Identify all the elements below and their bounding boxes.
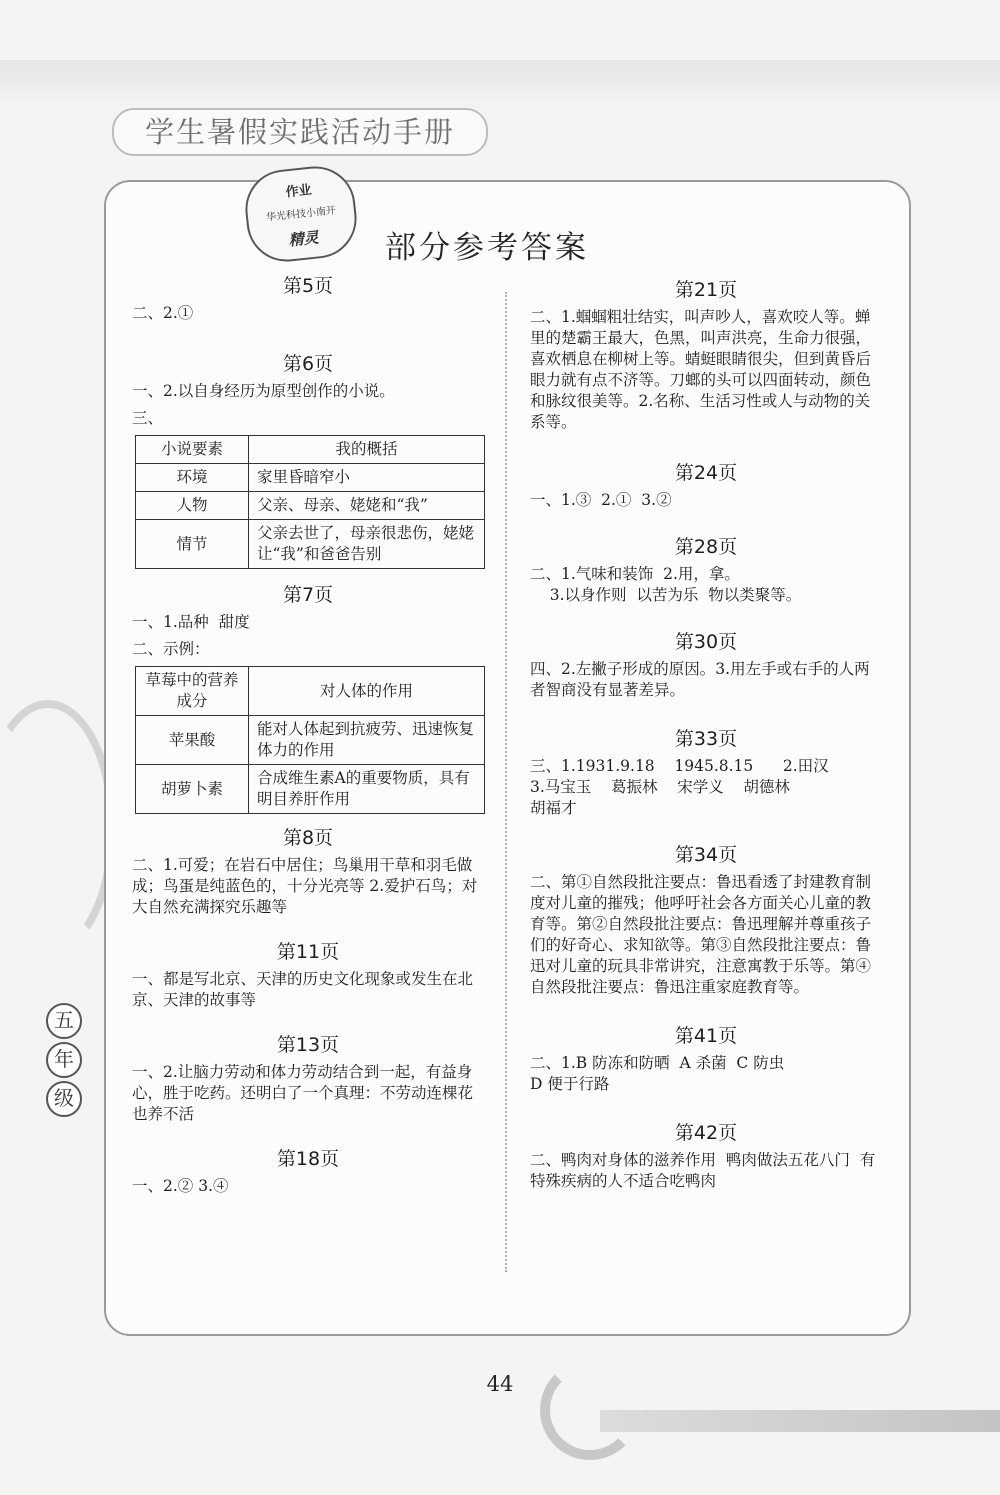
- answer-text: 二、1.B 防冻和防晒 A 杀菌 C 防虫: [530, 1054, 785, 1072]
- answer-text: 一、2.让脑力劳动和体力劳动结合到一起，有益身心，胜于吃药。还明白了一个真理：不劳动连棵花也养不活: [132, 1063, 474, 1123]
- table-header: 对人体的作用: [249, 667, 485, 716]
- answer-text: 胡福才: [530, 799, 577, 817]
- stamp-line: 华光科技小南开: [265, 205, 337, 224]
- page-number: 44: [486, 1372, 514, 1396]
- page-heading: 第5页: [282, 275, 334, 297]
- answer-text: 二、鸭肉对身体的滋养作用 鸭肉做法五花八门 有特殊疾病的人不适合吃鸭肉: [530, 1151, 876, 1190]
- table-header: 我的概括: [249, 436, 485, 464]
- grade-label: [42, 1000, 86, 1120]
- answer-text: 二、示例：: [132, 640, 210, 658]
- answer-text: 二、1.气味和装饰 2.用，拿。: [530, 565, 740, 583]
- page-heading: 第34页: [674, 844, 738, 866]
- table-cell: 情节: [136, 520, 249, 569]
- table-cell: 苹果酸: [136, 716, 249, 765]
- book-title: 学生暑假实践活动手册: [112, 108, 488, 156]
- left-column: [132, 276, 484, 1197]
- page-heading: 第13页: [276, 1034, 340, 1056]
- answer-text: 二、1.蝈蝈粗壮结实，叫声吵人，喜欢咬人等。蝉里的楚霸王最大，色黑，叫声洪亮，生命力很强，喜欢栖息在柳树上等。蜻蜓眼睛很尖，但到黄昏后眼力就有点不济等。刀螂的头可以四面转动，颜色和脉纹很美等。2.名称、生活习性或人与动物的关系等。: [530, 308, 872, 431]
- section-title: 部分参考答案: [385, 230, 589, 266]
- answer-text: 一、1.品种 甜度: [132, 613, 250, 631]
- page-heading: 第42页: [674, 1122, 738, 1144]
- page-heading: 第18页: [276, 1148, 340, 1170]
- page-heading: 第30页: [674, 631, 738, 653]
- table-cell: 胡萝卜素: [136, 765, 249, 814]
- answer-text: 一、都是写北京、天津的历史文化现象或发生在北京、天津的故事等: [132, 970, 474, 1009]
- answer-text: 3.以身作则 以苦为乐 物以类聚等。: [530, 586, 802, 604]
- table-cell: 合成维生素A的重要物质，具有明目养肝作用: [249, 765, 485, 814]
- table-cell: 能对人体起到抗疲劳、迅速恢复体力的作用: [249, 716, 485, 765]
- answer-text: 二、2.①: [132, 304, 194, 322]
- header-band: [0, 60, 1000, 110]
- stamp-line: 作业: [284, 182, 313, 201]
- table-cell: 父亲、母亲、姥姥和“我”: [249, 492, 485, 520]
- table-cell: 父亲去世了，母亲很悲伤，姥姥让“我”和爸爸告别: [249, 520, 485, 569]
- nutrition-table: [135, 666, 485, 814]
- table-cell: 环境: [136, 464, 249, 492]
- novel-elements-table: [135, 435, 485, 569]
- right-column: [530, 280, 882, 1192]
- page-heading: 第24页: [674, 462, 738, 484]
- answer-text: 三、: [132, 409, 164, 427]
- grade-char: 五: [46, 1003, 82, 1039]
- stamp-line: 精灵: [287, 228, 320, 250]
- table-header: 小说要素: [136, 436, 249, 464]
- page-heading: 第21页: [674, 279, 738, 301]
- page-heading: 第8页: [282, 827, 334, 849]
- page-heading: 第28页: [674, 536, 738, 558]
- table-header: 草莓中的营养成分: [136, 667, 249, 716]
- answer-text: D 便于行路: [530, 1075, 610, 1093]
- decorative-wave: [0, 700, 116, 956]
- grade-char: 级: [46, 1081, 82, 1117]
- answer-text: 3.马宝玉 葛振林 宋学义 胡德林: [530, 778, 790, 796]
- column-divider: [505, 292, 507, 1272]
- answer-text: 三、1.1931.9.18 1945.8.15 2.田汉: [530, 757, 829, 775]
- page-heading: 第41页: [674, 1025, 738, 1047]
- footer-bar: [600, 1410, 1000, 1432]
- answer-text: 一、2.以自身经历为原型创作的小说。: [132, 382, 395, 400]
- answer-text: 一、2.② 3.④: [132, 1177, 229, 1195]
- answer-text: 二、第①自然段批注要点：鲁迅看透了封建教育制度对儿童的摧残；他呼吁社会各方面关心儿童的教育等。第②自然段批注要点：鲁迅理解并尊重孩子们的好奇心、求知欲等。第③自然段批注要点：鲁迅对儿童的玩具非常讲究，注意寓教于乐等。第④自然段批注要点：鲁迅注重家庭教育等。: [530, 873, 872, 996]
- answer-text: 二、1.可爱；在岩石中居住；鸟巢用干草和羽毛做成；鸟蛋是纯蓝色的，十分光亮等 2.爱护石鸟；对大自然充满探究乐趣等: [132, 856, 478, 916]
- table-cell: 人物: [136, 492, 249, 520]
- answer-text: 一、1.③ 2.① 3.②: [530, 491, 672, 509]
- page-heading: 第33页: [674, 728, 738, 750]
- page-heading: 第7页: [282, 584, 334, 606]
- page-heading: 第11页: [276, 941, 340, 963]
- grade-char: 年: [46, 1042, 82, 1078]
- answer-text: 四、2.左撇子形成的原因。3.用左手或右手的人两者智商没有显著差异。: [530, 660, 870, 699]
- table-cell: 家里昏暗窄小: [249, 464, 485, 492]
- page-heading: 第6页: [282, 353, 334, 375]
